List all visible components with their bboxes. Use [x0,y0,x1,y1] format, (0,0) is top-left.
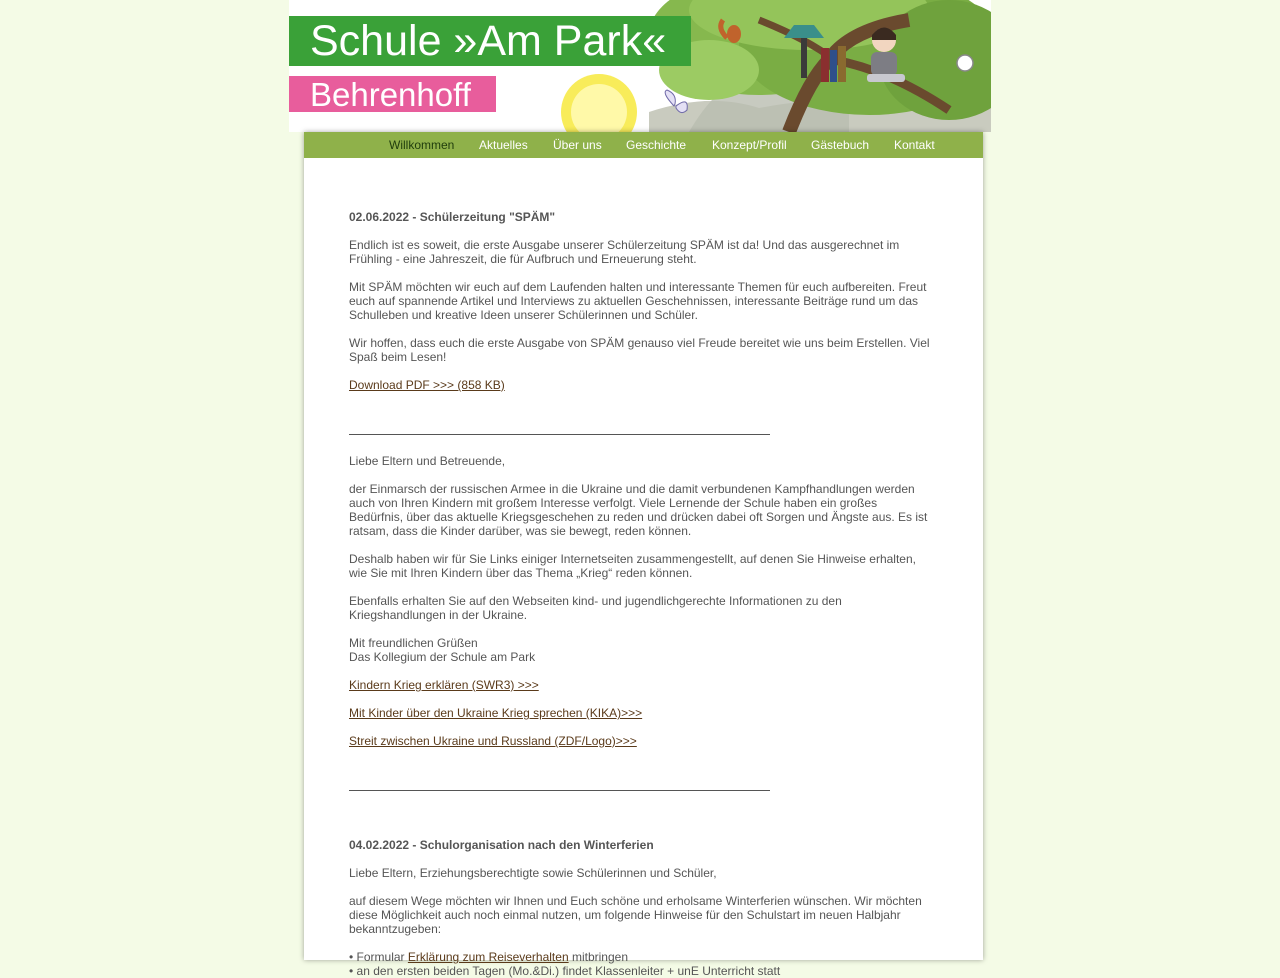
site-subtitle: Behrenhoff [289,76,496,112]
download-pdf-link[interactable]: Download PDF >>> (858 KB) [349,378,505,392]
main-nav [304,132,983,158]
nav-item-ueber-uns[interactable]: Über uns [553,138,602,152]
books-graphic [821,48,829,82]
news-paragraph: Endlich ist es soweit, die erste Ausgabe unserer Schülerzeitung SPÄM ist da! Und das ausgerechnet im Frühling - eine Jahreszeit, die für Aufbruch und Erneuerung steht. [349,238,900,266]
news-paragraph: Deshalb haben wir für Sie Links einiger Internetseiten zusammengestellt, auf denen Sie Hinweise erhalten, wie Sie mit Ihren Kindern über das Thema „Krieg“ reden können. [349,552,916,580]
butterfly-graphic [665,90,675,106]
news-paragraph: Wir hoffen, dass euch die erste Ausgabe von SPÄM genauso viel Freude bereitet wie uns beim Erstellen. Viel Spaß beim Lesen! [349,336,930,364]
main-page [304,132,983,978]
squirrel-graphic [727,25,741,43]
badge-graphic [957,55,973,71]
news-closing: Mit freundlichen Grüßen [349,636,478,650]
news-signature: Das Kollegium der Schule am Park [349,650,536,664]
news-paragraph: Mit SPÄM möchten wir euch auf dem Laufenden halten und interessante Themen für euch aufbereiten. Freut euch auf spannende Artikel und Interviews zu aktuellen Geschehnissen, interessante Beiträge rund um das Schulleben und kreative Ideen unserer Schülerinnen und Schüler. [349,280,927,322]
news-paragraph: Ebenfalls erhalten Sie auf den Webseiten kind- und jugendlichgerechte Informationen zu den Kriegshandlungen in der Ukraine. [349,594,842,622]
swr3-link[interactable]: Kindern Krieg erklären (SWR3) >>> [349,678,539,692]
news-content [349,210,933,978]
reiseverhalten-link[interactable]: Erklärung zum Reiseverhalten [407,950,569,964]
nav-item-kontakt[interactable]: Kontakt [894,138,935,152]
header-banner [289,0,991,132]
bullet-text: mitbringen [568,950,628,964]
news-greeting: Liebe Eltern, Erziehungsberechtigte sowie Schülerinnen und Schüler, [349,866,717,880]
news-heading: 02.06.2022 - Schülerzeitung "SPÄM" [349,210,556,224]
bullet-text: • Formular [349,950,408,964]
nav-item-aktuelles[interactable]: Aktuelles [479,138,528,152]
news-greeting: Liebe Eltern und Betreuende, [349,454,506,468]
news-heading: 04.02.2022 - Schulorganisation nach den Winterferien [349,838,654,852]
nav-item-gaestebuch[interactable]: Gästebuch [811,138,870,152]
nav-item-konzept-profil[interactable]: Konzept/Profil [712,138,787,152]
zdf-logo-link[interactable]: Streit zwischen Ukraine und Russland (ZDF/Logo)>>> [349,734,637,748]
news-paragraph: der Einmarsch der russischen Armee in die Ukraine und die damit verbundenen Kampfhandlungen werden auch von Ihren Kindern mit großem Interesse verfolgt. Viele Lernende der Schule haben ein großes Bedürfnis, über das aktuelle Kriegsgeschehen zu reden und drücken dabei oft Sorgen und Ängste aus. Es ist ratsam, dass die Kinder darüber, was sie bewegt, reden können. [349,482,928,538]
bullet-item: • an den ersten beiden Tagen (Mo.&Di.) findet Klassenleiter + unE Unterricht statt [349,964,781,978]
nav-item-willkommen[interactable]: Willkommen [389,138,455,152]
news-paragraph: auf diesem Wege möchten wir Ihnen und Euch schöne und erholsame Winterferien wünschen. Wir möchten diese Möglichkeit auch noch einmal nutzen, um folgende Hinweise für den Schulstart im neuen Halbjahr bekanntzugeben: [349,894,922,936]
nav-item-geschichte[interactable]: Geschichte [626,138,687,152]
site-title: Schule »Am Park« [289,16,691,66]
bullet-item [349,950,933,964]
kika-link[interactable]: Mit Kinder über den Ukraine Krieg sprechen (KIKA)>>> [349,706,643,720]
